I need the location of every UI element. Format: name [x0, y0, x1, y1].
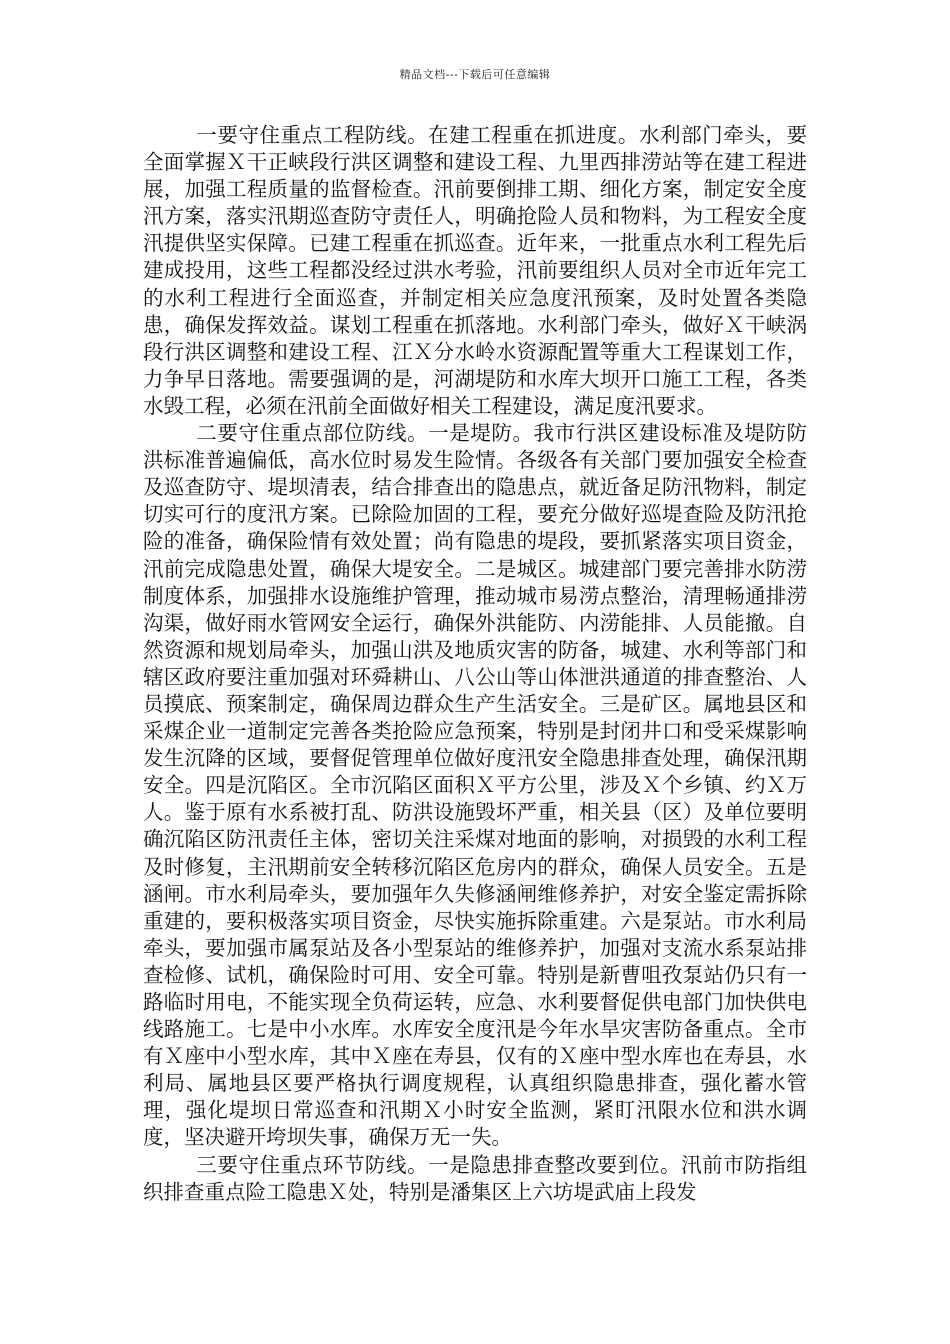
paragraph-key-projects: 一要守住重点工程防线。在建工程重在抓进度。水利部门牵头，要全面掌握Ｘ干正峡段行洪区调整和建设工程、九里西排涝站等在建工程进展，加强工程质量的监督检查。汛前要倒排工期、细化方案，制定安全度汛方案，落实汛期巡查防守责任人，明确抢险人员和物料，为工程安全度汛提供坚实保障。已建工程重在抓巡查。近年来，一批重点水利工程先后建成投用，这些工程都没经过洪水考验，汛前要组织人员对全市近年完工的水利工程进行全面巡查，并制定相关应急度汛预案，及时处置各类隐患，确保发挥效益。谋划工程重在抓落地。水利部门牵头，做好Ｘ干峡涡段行洪区调整和建设工程、江Ｘ分水岭水资源配置等重大工程谋划工作，力争早日落地。需要强调的是，河湖堤防和水库大坝开口施工工程，各类水毁工程，必须在汛前全面做好相关工程建设，满足度汛要求。	[143, 123, 807, 418]
page-header: 精品文档---下载后可任意编辑	[399, 68, 551, 81]
paragraph-key-links: 三要守住重点环节防线。一是隐患排查整改要到位。汛前市防指组织排查重点险工隐患Ｘ处，特别是潘集区上六坊堤武庙上段发	[143, 1152, 807, 1204]
document-body	[143, 122, 807, 1206]
paragraph-key-locations: 二要守住重点部位防线。一是堤防。我市行洪区建设标准及堤防防洪标准普遍偏低，高水位时易发生险情。各级各有关部门要加强安全检查及巡查防守、堤坝清表，结合排查出的隐患点，就近备足防汛物料，制定切实可行的度汛方案。已除险加固的工程，要充分做好巡堤查险及防汛抢险的准备，确保险情有效处置；尚有隐患的堤段，要抓紧落实项目资金，汛前完成隐患处置，确保大堤安全。二是城区。城建部门要完善排水防涝制度体系，加强排水设施维护管理，推动城市易涝点整治，清理畅通排涝沟渠，做好雨水管网安全运行，确保外洪能防、内涝能排、人员能撤。自然资源和规划局牵头，加强山洪及地质灾害的防备，城建、水利等部门和辖区政府要注重加强对环舜耕山、八公山等山体泄洪通道的排查整治、人员摸底、预案制定，确保周边群众生产生活安全。三是矿区。属地县区和采煤企业一道制定完善各类抢险应急预案，特别是封闭井口和受采煤影响发生沉降的区域，要督促管理单位做好度汛安全隐患排查处理，确保汛期安全。四是沉陷区。全市沉陷区面积Ｘ平方公里，涉及Ｘ个乡镇、约Ｘ万人。鉴于原有水系被打乱、防洪设施毁坏严重，相关县（区）及单位要明确沉陷区防汛责任主体，密切关注采煤对地面的影响，对损毁的水利工程及时修复，主汛期前安全转移沉陷区危房内的群众，确保人员安全。五是涵闸。市水利局牵头，要加强年久失修涵闸维修养护，对安全鉴定需拆除重建的，要积极落实项目资金，尽快实施拆除重建。六是泵站。市水利局牵头，要加强市属泵站及各小型泵站的维修养护，加强对支流水系泵站排查检修、试机，确保险时可用、安全可靠。特别是新曹咀孜泵站仍只有一路临时用电，不能实现全负荷运转，应急、水利要督促供电部门加快供电线路施工。七是中小水库。水库安全度汛是今年水旱灾害防备重点。全市有Ｘ座中小型水库，其中Ｘ座在寿县，仅有的Ｘ座中型水库也在寿县，水利局、属地县区要严格执行调度规程，认真组织隐患排查，强化蓄水管理，强化堤坝日常巡查和汛期Ｘ小时安全监测，紧盯汛限水位和洪水调度，坚决避开垮坝失事，确保万无一失。	[143, 421, 807, 1150]
